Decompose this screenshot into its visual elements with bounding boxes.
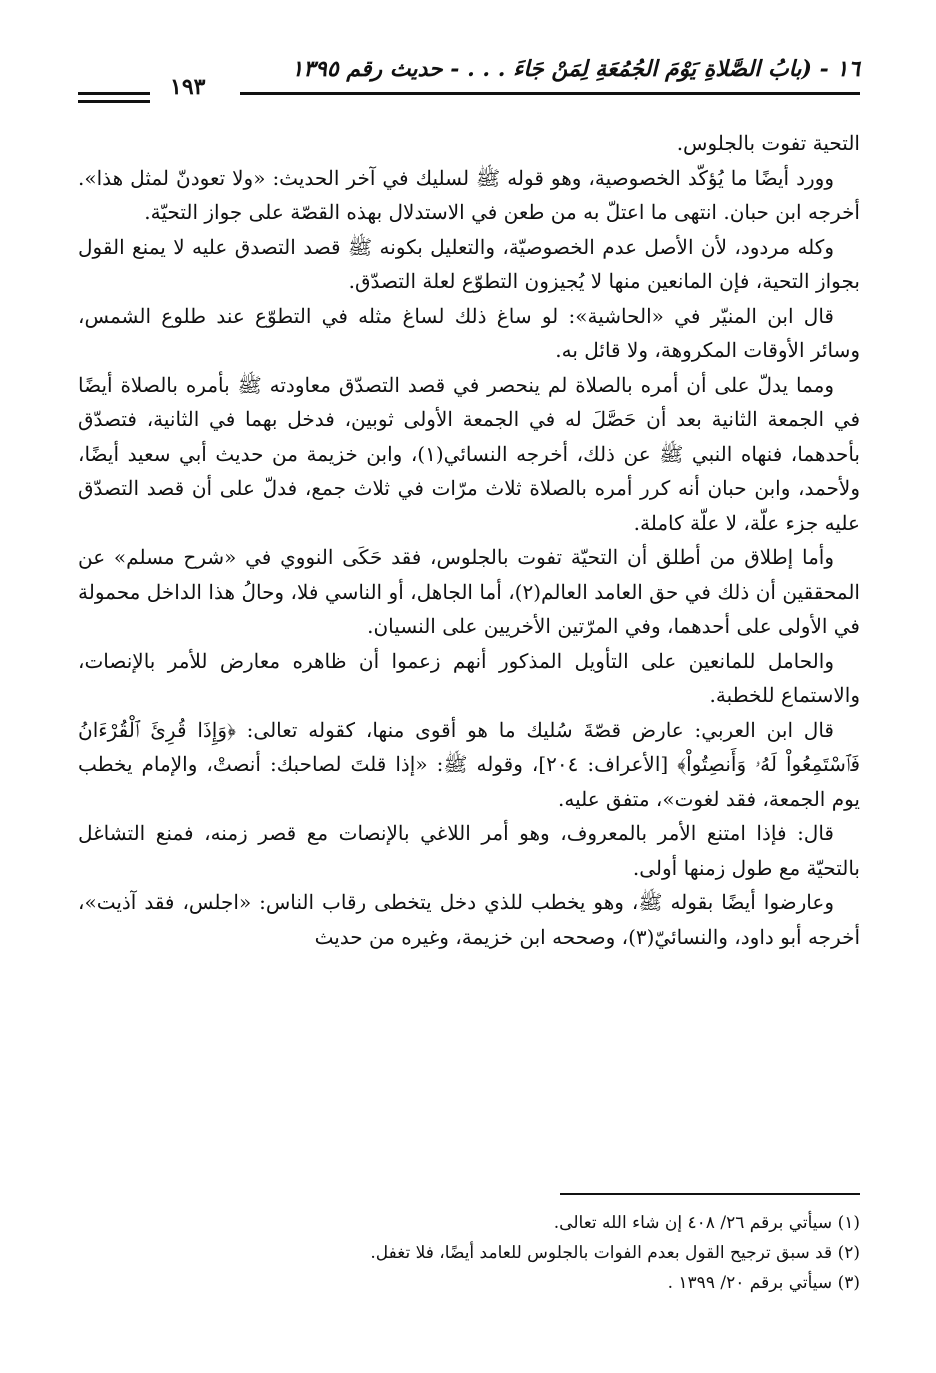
header-title: ١٦ - (بابُ الصَّلاةِ يَوْمَ الجُمُعَةِ لِمَنْ جَاءَ . . . - حديث رقم ١٣٩٥: [291, 56, 860, 82]
footnote: (٣) سيأتي برقم ٢٠/ ١٣٩٩ .: [667, 1273, 860, 1293]
paragraph: قال: فإذا امتنع الأمر بالمعروف، وهو أمر اللاغي بالإنصات مع قصر زمنه، فمنع التشاغل بالتحيّة مع طول زمنها أولى.: [78, 821, 860, 880]
paragraph: ومما يدلّ على أن أمره بالصلاة لم ينحصر في قصد التصدّق معاودته ﷺ بأمره بالصلاة أيضًا في الجمعة الثانية بعد أن حَصَّلَ له في الجمعة الأولى ثوبين، فدخل بهما في الثانية، فتصدّق بأحدهما، فنهاه النبي ﷺ عن ذلك، أخرجه النسائي(١)، وابن خزيمة من حديث أبي سعيد أيضًا، ولأحمد، وابن حبان أنه كرر أمره بالصلاة ثلاث مرّات في ثلاث جمع، فدلّ على أن قصد التصدّق عليه جزء علّة، لا علّة كاملة.: [78, 372, 860, 535]
paragraph: وعارضوا أيضًا بقوله ﷺ، وهو يخطب للذي دخل يتخطى رقاب الناس: «اجلس، فقد آذيت»، أخرجه أبو داود، والنسائيّ(٣)، وصححه ابن خزيمة، وغيره من حديث: [78, 890, 860, 949]
paragraph: التحية تفوت بالجلوس.: [676, 131, 860, 155]
paragraph: قال ابن العربي: عارض قصّةَ سُليك ما هو أقوى منها، كقوله تعالى: ﴿وَإِذَا قُرِئَ ٱلْقُرْءَانُ فَٱسْتَمِعُواْ لَهُۥ وَأَنصِتُواْ﴾ [الأعراف: ٢٠٤]، وقوله ﷺ: «إذا قلتَ لصاحبك: أنصتْ، والإمام يخطب يوم الجمعة، فقد لغوت»، متفق عليه.: [78, 717, 861, 811]
page-number: ١٩٣: [170, 74, 206, 100]
paragraph: وورد أيضًا ما يُؤكّد الخصوصية، وهو قوله ﷺ لسليك في آخر الحديث: «ولا تعودنّ لمثل هذا». أخرجه ابن حبان. انتهى ما اعتلّ به من طعن في الاستدلال بهذه القصّة على جواز التحيّة.: [78, 165, 860, 224]
footnotes: [78, 1208, 860, 1298]
paragraph: وأما إطلاق من أطلق أن التحيّة تفوت بالجلوس، فقد حَكَى النووي في «شرح مسلم» عن المحققين أن ذلك في حق العامد العالم(٢)، أما الجاهل، أو الناسي فلا، وحالُ هذا الداخل محمولة في الأولى على أحدهما، وفي المرّتين الأخريين على النسيان.: [78, 545, 860, 638]
header-rule: [240, 92, 860, 95]
paragraph: والحامل للمانعين على التأويل المذكور أنهم زعموا أن ظاهره معارض للأمر بالإنصات، والاستماع للخطبة.: [78, 648, 860, 707]
book-page: [78, 48, 860, 1338]
page-number-rule-bottom: [78, 100, 150, 103]
page-number-rule-top: [78, 92, 150, 95]
footnote: (٢) قد سبق ترجيح القول بعدم الفوات بالجلوس للعامد أيضًا، فلا تغفل.: [370, 1243, 860, 1263]
footnote: (١) سيأتي برقم ٢٦/ ٤٠٨ إن شاء الله تعالى.: [553, 1213, 860, 1233]
paragraph: قال ابن المنيّر في «الحاشية»: لو ساغ ذلك لساغ مثله في التطوّع عند طلوع الشمس، وسائر الأوقات المكروهة، ولا قائل به.: [78, 303, 860, 362]
running-header: [78, 48, 860, 108]
main-text: [78, 126, 860, 954]
footnote-separator: [560, 1193, 860, 1195]
paragraph: وكله مردود، لأن الأصل عدم الخصوصيّة، والتعليل بكونه ﷺ قصد التصدق عليه لا يمنع القول بجواز التحية، فإن المانعين منها لا يُجيزون التطوّع لعلة التصدّق.: [78, 234, 860, 293]
